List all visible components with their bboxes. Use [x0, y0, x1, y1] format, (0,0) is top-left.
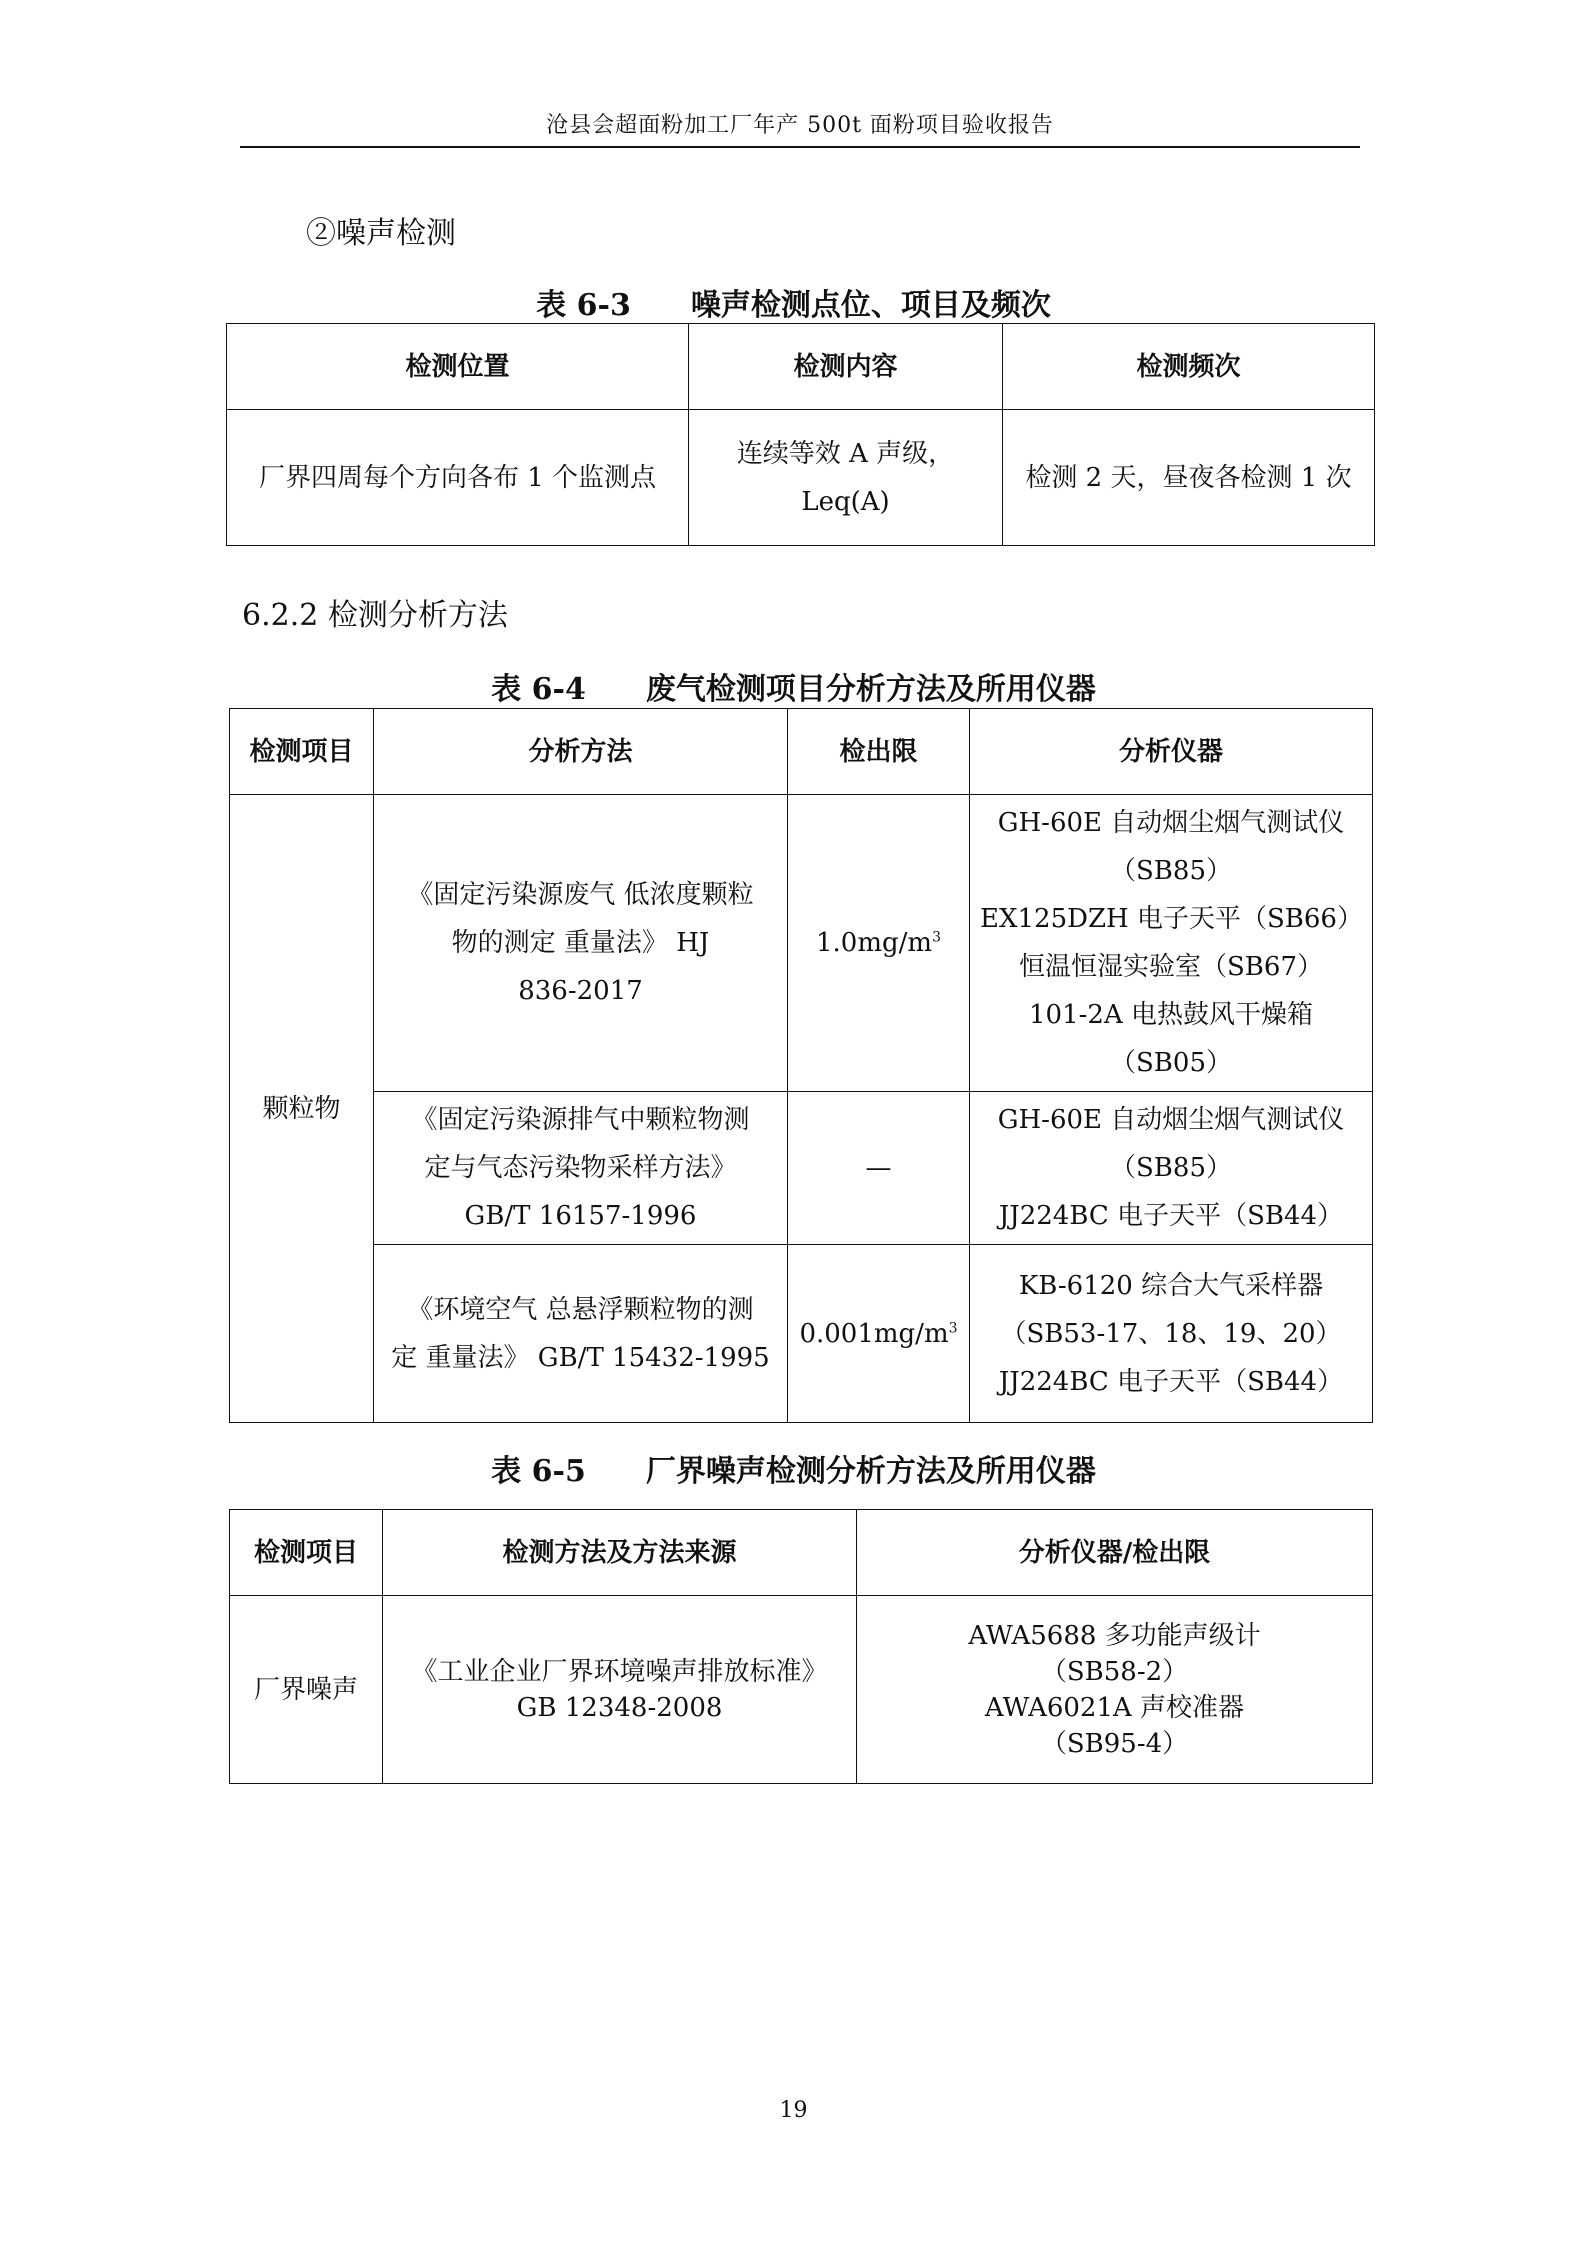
limit-cell [788, 795, 970, 1092]
instrument-line: EX125DZH 电子天平（SB66） [980, 904, 1363, 934]
table-6-5 [229, 1509, 1373, 1784]
instrument-line: JJ224BC 电子天平（SB44） [998, 1201, 1344, 1231]
table-6-5-caption [0, 1446, 1587, 1490]
instrument-line: （SB58-2） [1040, 1656, 1189, 1687]
instrument-line: GH-60E 自动烟尘烟气测试仪 [997, 808, 1345, 838]
limit-value: — [865, 1153, 892, 1183]
table-header-cell: 检测频次 [1003, 324, 1375, 410]
method-cell [374, 795, 788, 1092]
table-6-3-caption-number: 表 6-3 [536, 288, 631, 323]
method-line: 836-2017 [518, 976, 643, 1006]
noise-location-cell: 厂界四周每个方向各布 1 个监测点 [227, 410, 689, 546]
method-line: 物的测定 重量法》 HJ [451, 928, 710, 958]
instrument-cell [857, 1596, 1373, 1784]
table-header-cell: 分析仪器 [970, 709, 1373, 795]
limit-unit-exponent: 3 [932, 929, 941, 946]
page-number: 19 [779, 2098, 808, 2123]
item-cell: 厂界噪声 [230, 1596, 383, 1784]
instrument-line: GH-60E 自动烟尘烟气测试仪 [997, 1105, 1345, 1135]
method-line: 定与气态污染物采样方法》 [424, 1153, 737, 1183]
table-6-5-caption-number: 表 6-5 [491, 1454, 586, 1489]
method-line: 《固定污染源废气 低浓度颗粒 [407, 880, 754, 910]
instrument-cell [970, 1245, 1373, 1423]
section-noise-heading: ②噪声检测 [306, 216, 456, 251]
table-6-4 [229, 708, 1373, 1423]
table-6-3-caption [0, 280, 1587, 324]
instrument-line: （SB53-17、18、19、20） [1000, 1318, 1342, 1349]
limit-unit-exponent: 3 [948, 1319, 958, 1336]
table-header-cell: 检测方法及方法来源 [383, 1510, 857, 1596]
table-6-4-caption [0, 664, 1587, 708]
instrument-line: （SB85） [1109, 1153, 1232, 1183]
table-header-cell: 检出限 [788, 709, 970, 795]
noise-content-line: 连续等效 A 声级， [736, 438, 955, 469]
method-cell [374, 1092, 788, 1245]
method-line: GB 12348-2008 [516, 1692, 723, 1723]
method-line: 《环境空气 总悬浮颗粒物的测 [407, 1294, 754, 1325]
noise-content-line: Leq(A) [801, 486, 890, 517]
noise-frequency-cell: 检测 2 天，昼夜各检测 1 次 [1003, 410, 1375, 546]
instrument-line: （SB05） [1109, 1048, 1232, 1078]
instrument-line: JJ224BC 电子天平（SB44） [998, 1366, 1344, 1397]
table-6-4-caption-number: 表 6-4 [491, 672, 586, 707]
noise-content-cell [689, 410, 1003, 546]
limit-value: 0.001mg/m [799, 1318, 949, 1349]
header-rule [240, 146, 1360, 148]
method-line: 《固定污染源排气中颗粒物测 [411, 1105, 750, 1135]
page-header-title: 沧县会超面粉加工厂年产 500t 面粉项目验收报告 [546, 113, 1054, 138]
item-cell: 颗粒物 [230, 795, 374, 1423]
instrument-cell [970, 1092, 1373, 1245]
limit-cell [788, 1092, 970, 1245]
method-line: 《工业企业厂界环境噪声排放标准》 [411, 1656, 828, 1687]
instrument-line: AWA5688 多功能声级计 [968, 1620, 1261, 1651]
instrument-line: 恒温恒湿实验室（SB67） [1018, 952, 1323, 982]
method-cell [383, 1596, 857, 1784]
table-6-5-caption-text: 厂界噪声检测分析方法及所用仪器 [645, 1454, 1096, 1489]
instrument-line: （SB85） [1109, 856, 1232, 886]
instrument-line: KB-6120 综合大气采样器 [1018, 1270, 1324, 1301]
table-header-cell: 分析方法 [374, 709, 788, 795]
table-header-cell: 分析仪器/检出限 [857, 1510, 1373, 1596]
instrument-line: （SB95-4） [1040, 1728, 1189, 1759]
method-line: 定 重量法》 GB/T 15432-1995 [391, 1342, 770, 1373]
table-header-cell: 检测位置 [227, 324, 689, 410]
limit-value: 1.0mg/m [816, 928, 933, 958]
method-cell [374, 1245, 788, 1423]
instrument-line: 101-2A 电热鼓风干燥箱 [1029, 1000, 1313, 1030]
instrument-line: AWA6021A 声校准器 [984, 1692, 1245, 1723]
table-header-cell: 检测项目 [230, 709, 374, 795]
instrument-cell [970, 795, 1373, 1092]
section-6-2-2-heading: 6.2.2 检测分析方法 [242, 598, 508, 633]
method-line: GB/T 16157-1996 [464, 1201, 697, 1231]
table-6-3-caption-text: 噪声检测点位、项目及频次 [690, 288, 1051, 323]
table-header-cell: 检测项目 [230, 1510, 383, 1596]
table-6-3 [226, 323, 1375, 546]
table-header-cell: 检测内容 [689, 324, 1003, 410]
table-6-4-caption-text: 废气检测项目分析方法及所用仪器 [645, 672, 1096, 707]
limit-cell [788, 1245, 970, 1423]
